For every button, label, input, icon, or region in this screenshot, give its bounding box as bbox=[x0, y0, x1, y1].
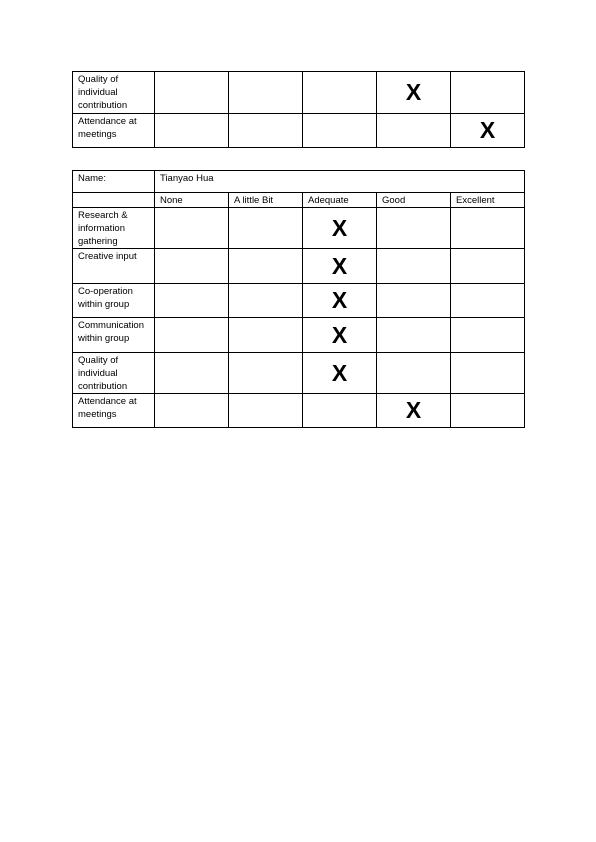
rating-cell-excellent bbox=[451, 114, 525, 148]
x-mark: X bbox=[331, 287, 348, 313]
name-label: Name: bbox=[73, 171, 155, 193]
rating-cell-adequate bbox=[303, 394, 377, 428]
x-mark: X bbox=[405, 397, 422, 423]
rating-cell-a-little-bit bbox=[229, 394, 303, 428]
header-excellent: Excellent bbox=[451, 193, 525, 208]
rating-cell-good bbox=[377, 114, 451, 148]
row-label: Research & information gathering bbox=[73, 208, 155, 249]
rating-cell-adequate bbox=[303, 249, 377, 284]
rating-cell-excellent bbox=[451, 353, 525, 394]
rating-cell-adequate bbox=[303, 208, 377, 249]
rating-cell-none bbox=[155, 249, 229, 284]
x-mark: X bbox=[405, 79, 422, 105]
rating-cell-a-little-bit bbox=[229, 208, 303, 249]
row-label: Quality of individual contribution bbox=[73, 353, 155, 394]
table-row bbox=[73, 284, 525, 318]
rating-cell-none bbox=[155, 72, 229, 114]
rating-cell-good bbox=[377, 318, 451, 353]
rating-cell-excellent bbox=[451, 208, 525, 249]
row-label: Attendance at meetings bbox=[73, 114, 155, 148]
rating-cell-none bbox=[155, 394, 229, 428]
x-mark: X bbox=[479, 117, 496, 143]
rating-cell-a-little-bit bbox=[229, 114, 303, 148]
table-row bbox=[73, 318, 525, 353]
name-value: Tianyao Hua bbox=[155, 171, 525, 193]
rating-cell-adequate bbox=[303, 353, 377, 394]
rating-cell-none bbox=[155, 208, 229, 249]
rating-cell-none bbox=[155, 353, 229, 394]
header-row bbox=[73, 193, 525, 208]
x-mark: X bbox=[331, 214, 348, 241]
row-label: Quality of individual contribution bbox=[73, 72, 155, 114]
header-good: Good bbox=[377, 193, 451, 208]
row-label: Attendance at meetings bbox=[73, 394, 155, 428]
table-row bbox=[73, 114, 525, 148]
rating-cell-adequate bbox=[303, 72, 377, 114]
x-mark: X bbox=[331, 252, 348, 279]
row-label: Co-operation within group bbox=[73, 284, 155, 318]
rating-cell-good bbox=[377, 72, 451, 114]
rating-cell-good bbox=[377, 249, 451, 284]
rating-cell-adequate bbox=[303, 284, 377, 318]
rating-cell-a-little-bit bbox=[229, 353, 303, 394]
rating-cell-excellent bbox=[451, 318, 525, 353]
header-a-little-bit: A little Bit bbox=[229, 193, 303, 208]
rating-cell-a-little-bit bbox=[229, 318, 303, 353]
header-blank bbox=[73, 193, 155, 208]
row-label: Creative input bbox=[73, 249, 155, 284]
table-row bbox=[73, 208, 525, 249]
rating-cell-adequate bbox=[303, 318, 377, 353]
x-mark: X bbox=[331, 321, 348, 348]
name-row bbox=[73, 171, 525, 193]
table-row bbox=[73, 353, 525, 394]
rating-cell-adequate bbox=[303, 114, 377, 148]
rating-cell-a-little-bit bbox=[229, 284, 303, 318]
assessment-table-tianyao-hua bbox=[72, 170, 525, 428]
rating-cell-good bbox=[377, 394, 451, 428]
row-label: Communication within group bbox=[73, 318, 155, 353]
header-adequate: Adequate bbox=[303, 193, 377, 208]
assessment-table-previous bbox=[72, 71, 525, 148]
rating-cell-good bbox=[377, 284, 451, 318]
rating-cell-excellent bbox=[451, 72, 525, 114]
rating-cell-good bbox=[377, 208, 451, 249]
rating-cell-excellent bbox=[451, 394, 525, 428]
header-none: None bbox=[155, 193, 229, 208]
rating-cell-none bbox=[155, 284, 229, 318]
x-mark: X bbox=[331, 359, 348, 386]
table-row bbox=[73, 249, 525, 284]
rating-cell-a-little-bit bbox=[229, 249, 303, 284]
rating-cell-good bbox=[377, 353, 451, 394]
rating-cell-none bbox=[155, 114, 229, 148]
rating-cell-excellent bbox=[451, 284, 525, 318]
table-row bbox=[73, 72, 525, 114]
table-row bbox=[73, 394, 525, 428]
rating-cell-none bbox=[155, 318, 229, 353]
rating-cell-excellent bbox=[451, 249, 525, 284]
rating-cell-a-little-bit bbox=[229, 72, 303, 114]
